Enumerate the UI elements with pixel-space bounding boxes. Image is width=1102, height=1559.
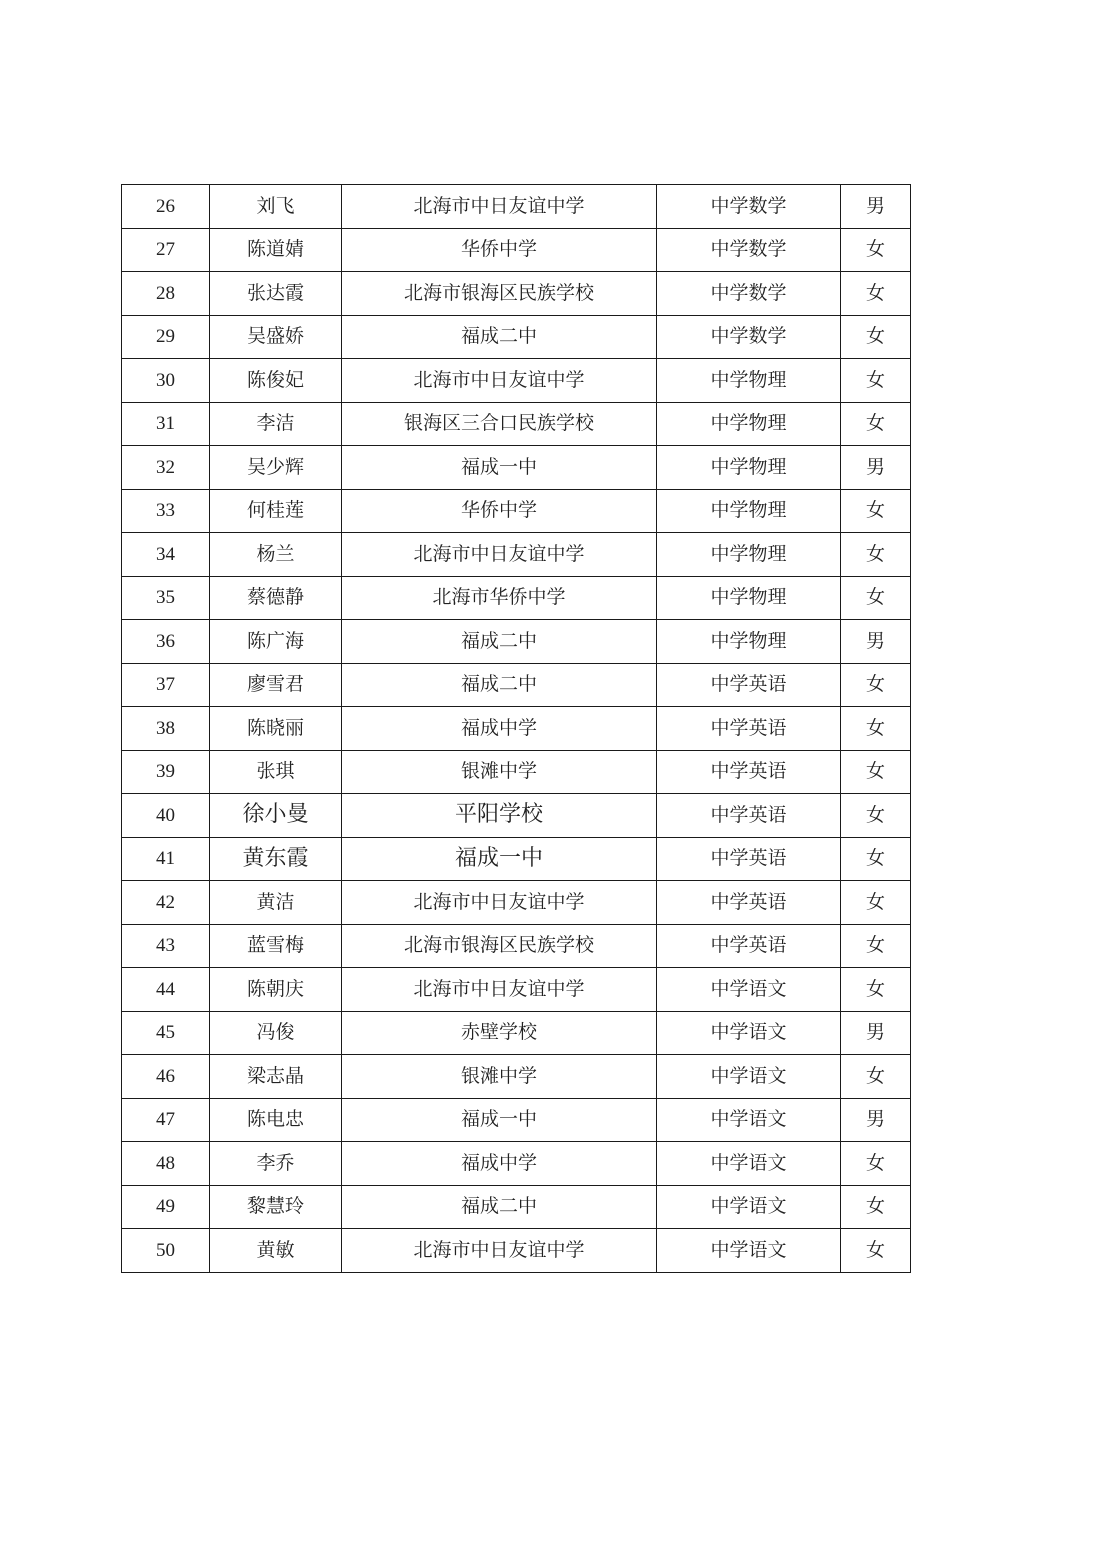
row-number: 36 [122,620,210,664]
row-number: 46 [122,1055,210,1099]
table-row [122,837,911,881]
teacher-name: 黄洁 [210,881,342,925]
teacher-name: 杨兰 [210,533,342,577]
school-name: 平阳学校 [342,794,657,838]
teacher-name: 吴盛娇 [210,315,342,359]
gender: 女 [841,924,911,968]
subject: 中学英语 [657,750,841,794]
school-name: 华侨中学 [342,489,657,533]
row-number: 44 [122,968,210,1012]
gender: 女 [841,750,911,794]
roster-table [121,184,911,1273]
teacher-name: 黎慧玲 [210,1185,342,1229]
school-name: 北海市银海区民族学校 [342,272,657,316]
table-row [122,924,911,968]
table-row [122,663,911,707]
school-name: 福成一中 [342,837,657,881]
row-number: 50 [122,1229,210,1273]
teacher-name: 徐小曼 [210,794,342,838]
school-name: 北海市华侨中学 [342,576,657,620]
subject: 中学数学 [657,315,841,359]
school-name: 北海市中日友谊中学 [342,1229,657,1273]
gender: 女 [841,533,911,577]
subject: 中学数学 [657,185,841,229]
table-row [122,228,911,272]
row-number: 32 [122,446,210,490]
table-row [122,576,911,620]
school-name: 北海市银海区民族学校 [342,924,657,968]
subject: 中学数学 [657,272,841,316]
table-row [122,750,911,794]
row-number: 28 [122,272,210,316]
row-number: 26 [122,185,210,229]
table-row [122,1142,911,1186]
table-row [122,1229,911,1273]
gender: 男 [841,185,911,229]
gender: 男 [841,446,911,490]
school-name: 华侨中学 [342,228,657,272]
teacher-name: 冯俊 [210,1011,342,1055]
teacher-name: 蓝雪梅 [210,924,342,968]
row-number: 41 [122,837,210,881]
table-row [122,359,911,403]
teacher-name: 何桂莲 [210,489,342,533]
school-name: 赤壁学校 [342,1011,657,1055]
teacher-name: 陈朝庆 [210,968,342,1012]
row-number: 31 [122,402,210,446]
school-name: 福成中学 [342,707,657,751]
teacher-name: 陈道婧 [210,228,342,272]
table-row [122,533,911,577]
roster-table-body [122,185,911,1273]
gender: 女 [841,359,911,403]
table-row [122,968,911,1012]
table-row [122,1098,911,1142]
gender: 女 [841,315,911,359]
gender: 女 [841,402,911,446]
teacher-name: 吴少辉 [210,446,342,490]
teacher-name: 陈电忠 [210,1098,342,1142]
table-row [122,489,911,533]
table-row [122,707,911,751]
subject: 中学物理 [657,489,841,533]
subject: 中学数学 [657,228,841,272]
subject: 中学英语 [657,707,841,751]
school-name: 银滩中学 [342,750,657,794]
row-number: 43 [122,924,210,968]
subject: 中学英语 [657,794,841,838]
gender: 女 [841,663,911,707]
table-row [122,272,911,316]
subject: 中学语文 [657,1098,841,1142]
school-name: 福成中学 [342,1142,657,1186]
row-number: 34 [122,533,210,577]
teacher-name: 刘飞 [210,185,342,229]
teacher-name: 蔡德静 [210,576,342,620]
table-row [122,315,911,359]
school-name: 银海区三合口民族学校 [342,402,657,446]
row-number: 30 [122,359,210,403]
school-name: 福成二中 [342,1185,657,1229]
gender: 女 [841,228,911,272]
gender: 女 [841,794,911,838]
teacher-name: 梁志晶 [210,1055,342,1099]
table-row [122,881,911,925]
table-row [122,185,911,229]
school-name: 北海市中日友谊中学 [342,968,657,1012]
teacher-name: 张达霞 [210,272,342,316]
row-number: 27 [122,228,210,272]
gender: 女 [841,707,911,751]
subject: 中学物理 [657,576,841,620]
subject: 中学英语 [657,837,841,881]
subject: 中学语文 [657,1142,841,1186]
row-number: 38 [122,707,210,751]
row-number: 39 [122,750,210,794]
subject: 中学英语 [657,663,841,707]
teacher-name: 张琪 [210,750,342,794]
row-number: 48 [122,1142,210,1186]
table-row [122,402,911,446]
row-number: 42 [122,881,210,925]
row-number: 33 [122,489,210,533]
subject: 中学物理 [657,402,841,446]
gender: 女 [841,1142,911,1186]
table-row [122,1011,911,1055]
row-number: 35 [122,576,210,620]
teacher-name: 陈晓丽 [210,707,342,751]
row-number: 37 [122,663,210,707]
subject: 中学语文 [657,1011,841,1055]
school-name: 北海市中日友谊中学 [342,881,657,925]
table-row [122,620,911,664]
gender: 女 [841,576,911,620]
subject: 中学语文 [657,968,841,1012]
school-name: 福成二中 [342,315,657,359]
gender: 女 [841,881,911,925]
row-number: 49 [122,1185,210,1229]
subject: 中学物理 [657,620,841,664]
row-number: 40 [122,794,210,838]
row-number: 45 [122,1011,210,1055]
row-number: 29 [122,315,210,359]
school-name: 银滩中学 [342,1055,657,1099]
table-row [122,1055,911,1099]
gender: 女 [841,1055,911,1099]
teacher-name: 黄东霞 [210,837,342,881]
school-name: 北海市中日友谊中学 [342,359,657,403]
subject: 中学语文 [657,1055,841,1099]
school-name: 福成二中 [342,663,657,707]
school-name: 北海市中日友谊中学 [342,533,657,577]
table-row [122,446,911,490]
teacher-name: 李乔 [210,1142,342,1186]
gender: 女 [841,968,911,1012]
gender: 女 [841,489,911,533]
gender: 女 [841,1229,911,1273]
teacher-name: 李洁 [210,402,342,446]
subject: 中学英语 [657,881,841,925]
gender: 男 [841,620,911,664]
school-name: 福成一中 [342,446,657,490]
gender: 男 [841,1098,911,1142]
teacher-name: 陈广海 [210,620,342,664]
school-name: 北海市中日友谊中学 [342,185,657,229]
subject: 中学物理 [657,533,841,577]
gender: 女 [841,837,911,881]
subject: 中学物理 [657,446,841,490]
subject: 中学语文 [657,1185,841,1229]
table-row [122,1185,911,1229]
subject: 中学语文 [657,1229,841,1273]
row-number: 47 [122,1098,210,1142]
gender: 女 [841,1185,911,1229]
teacher-name: 廖雪君 [210,663,342,707]
gender: 男 [841,1011,911,1055]
subject: 中学英语 [657,924,841,968]
teacher-name: 黄敏 [210,1229,342,1273]
teacher-name: 陈俊妃 [210,359,342,403]
school-name: 福成二中 [342,620,657,664]
gender: 女 [841,272,911,316]
school-name: 福成一中 [342,1098,657,1142]
table-row [122,794,911,838]
roster-sheet [121,184,910,1273]
subject: 中学物理 [657,359,841,403]
